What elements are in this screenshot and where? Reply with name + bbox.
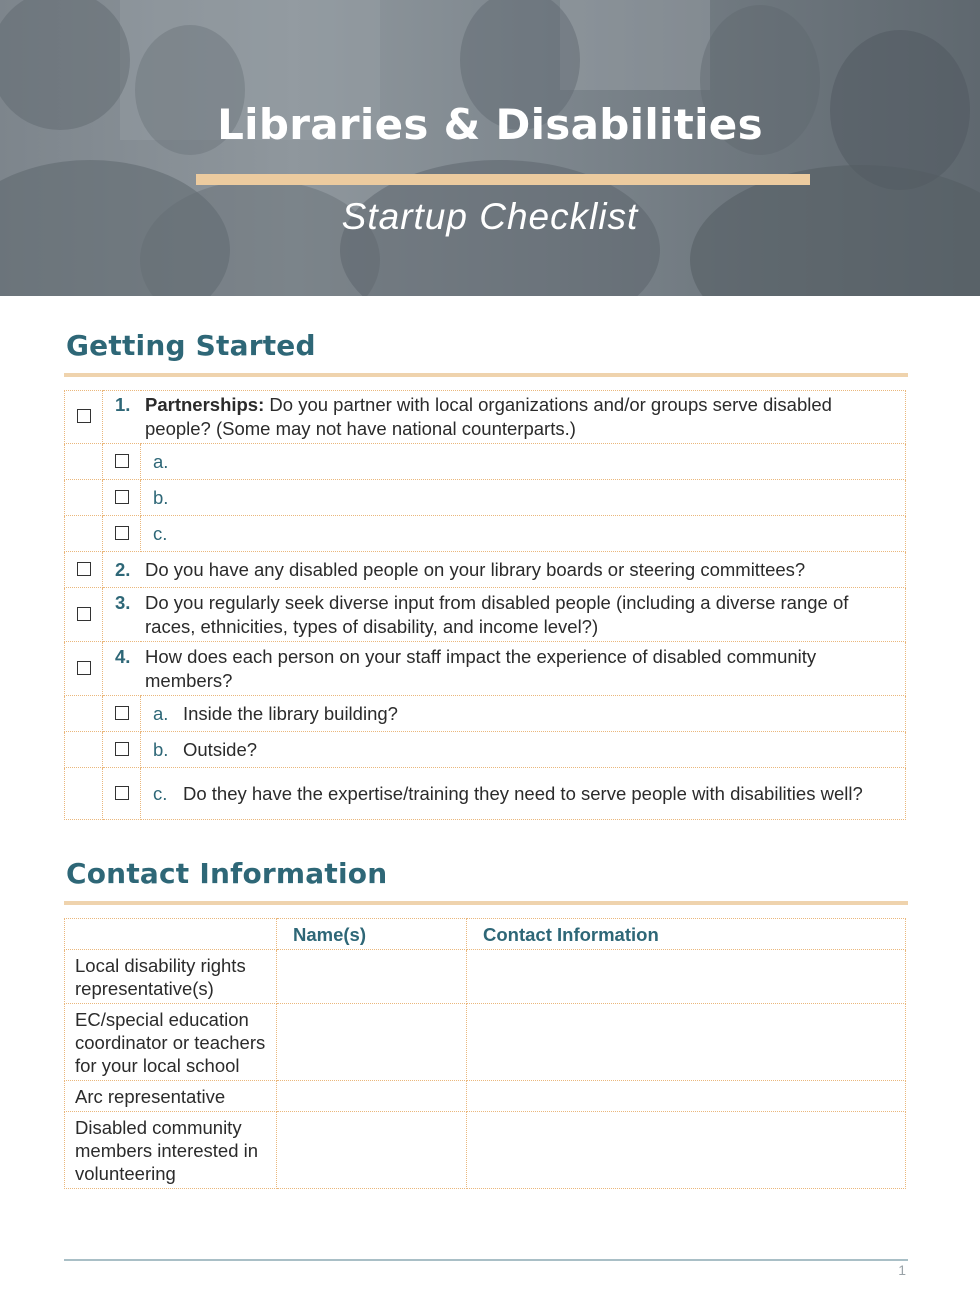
item-number: 1. — [115, 394, 131, 415]
contact-role: EC/special education coordinator or teachers for your local school — [65, 1004, 277, 1081]
checklist-item-3 — [65, 588, 906, 642]
getting-started-rule — [64, 373, 908, 377]
checklist-subitem-4b — [65, 732, 906, 768]
contact-table — [64, 918, 906, 1189]
checkbox-item-2[interactable] — [77, 562, 91, 576]
item-number: 2. — [115, 558, 131, 580]
item-text: Do you regularly seek diverse input from disabled people (including a diverse range of races, ethnicities, types of disability, and income level?) — [145, 591, 849, 637]
contact-names-cell[interactable] — [277, 1081, 467, 1112]
item-label-bold: Partnerships: — [145, 394, 265, 415]
item-text: Do you partner with local organizations and/or groups serve disabled people? (Some may not have national counterparts.) — [145, 394, 832, 439]
subitem-letter: b. — [153, 486, 169, 508]
checklist-subitem-4c — [65, 768, 906, 820]
checkbox-item-4[interactable] — [77, 661, 91, 675]
subitem-text — [183, 450, 895, 474]
contact-info-cell[interactable] — [467, 1112, 906, 1189]
column-header-names: Name(s) — [277, 919, 467, 950]
item-number: 3. — [115, 591, 131, 613]
contact-role: Arc representative — [65, 1081, 277, 1112]
subitem-text: Outside? — [183, 738, 258, 760]
checklist-item-4 — [65, 642, 906, 696]
subitem-text — [183, 486, 895, 510]
checkbox-item-1c[interactable] — [115, 526, 129, 540]
contact-row — [65, 1004, 906, 1081]
subitem-letter: a. — [153, 450, 169, 472]
checklist-subitem-4a — [65, 696, 906, 732]
checklist-table — [64, 390, 906, 820]
contact-role: Local disability rights representative(s) — [65, 950, 277, 1004]
subitem-letter: b. — [153, 738, 169, 760]
page-number: 1 — [898, 1262, 906, 1278]
checklist-subitem-1a — [65, 444, 906, 480]
checklist-subitem-1c — [65, 516, 906, 552]
contact-names-cell[interactable] — [277, 1112, 467, 1189]
item-number: 4. — [115, 645, 131, 667]
contact-role: Disabled community members interested in volunteering — [65, 1112, 277, 1189]
document-subtitle: Startup Checklist — [341, 196, 639, 237]
footer-rule — [64, 1259, 908, 1261]
checklist-subitem-1b — [65, 480, 906, 516]
header-banner — [0, 0, 980, 296]
subitem-text — [183, 522, 895, 546]
checkbox-item-4a[interactable] — [115, 706, 129, 720]
contact-information-rule — [64, 901, 908, 905]
contact-names-cell[interactable] — [277, 1004, 467, 1081]
contact-info-cell[interactable] — [467, 950, 906, 1004]
checkbox-item-1[interactable] — [77, 409, 91, 423]
checkbox-item-4c[interactable] — [115, 786, 129, 800]
checkbox-item-1a[interactable] — [115, 454, 129, 468]
checkbox-item-3[interactable] — [77, 607, 91, 621]
checklist-item-1 — [65, 391, 906, 444]
checklist-item-2 — [65, 552, 906, 588]
title-divider — [196, 174, 810, 185]
subitem-text: Do they have the expertise/training they need to serve people with disabilities well? — [183, 782, 863, 804]
contact-row — [65, 1081, 906, 1112]
checkbox-item-1b[interactable] — [115, 490, 129, 504]
contact-row — [65, 1112, 906, 1189]
contact-information-heading: Contact Information — [66, 857, 388, 890]
contact-table-header — [65, 919, 906, 950]
item-text: How does each person on your staff impact the experience of disabled community members? — [145, 645, 817, 691]
column-header-role — [65, 919, 277, 950]
contact-row — [65, 950, 906, 1004]
subitem-text: Inside the library building? — [183, 702, 398, 724]
column-header-contact: Contact Information — [467, 919, 906, 950]
contact-info-cell[interactable] — [467, 1081, 906, 1112]
document-title: Libraries & Disabilities — [217, 100, 763, 149]
subitem-letter: a. — [153, 702, 169, 724]
contact-names-cell[interactable] — [277, 950, 467, 1004]
item-text: Do you have any disabled people on your library boards or steering committees? — [145, 558, 806, 580]
getting-started-heading: Getting Started — [66, 329, 316, 362]
contact-info-cell[interactable] — [467, 1004, 906, 1081]
subitem-letter: c. — [153, 782, 168, 804]
checkbox-item-4b[interactable] — [115, 742, 129, 756]
subitem-letter: c. — [153, 522, 168, 544]
